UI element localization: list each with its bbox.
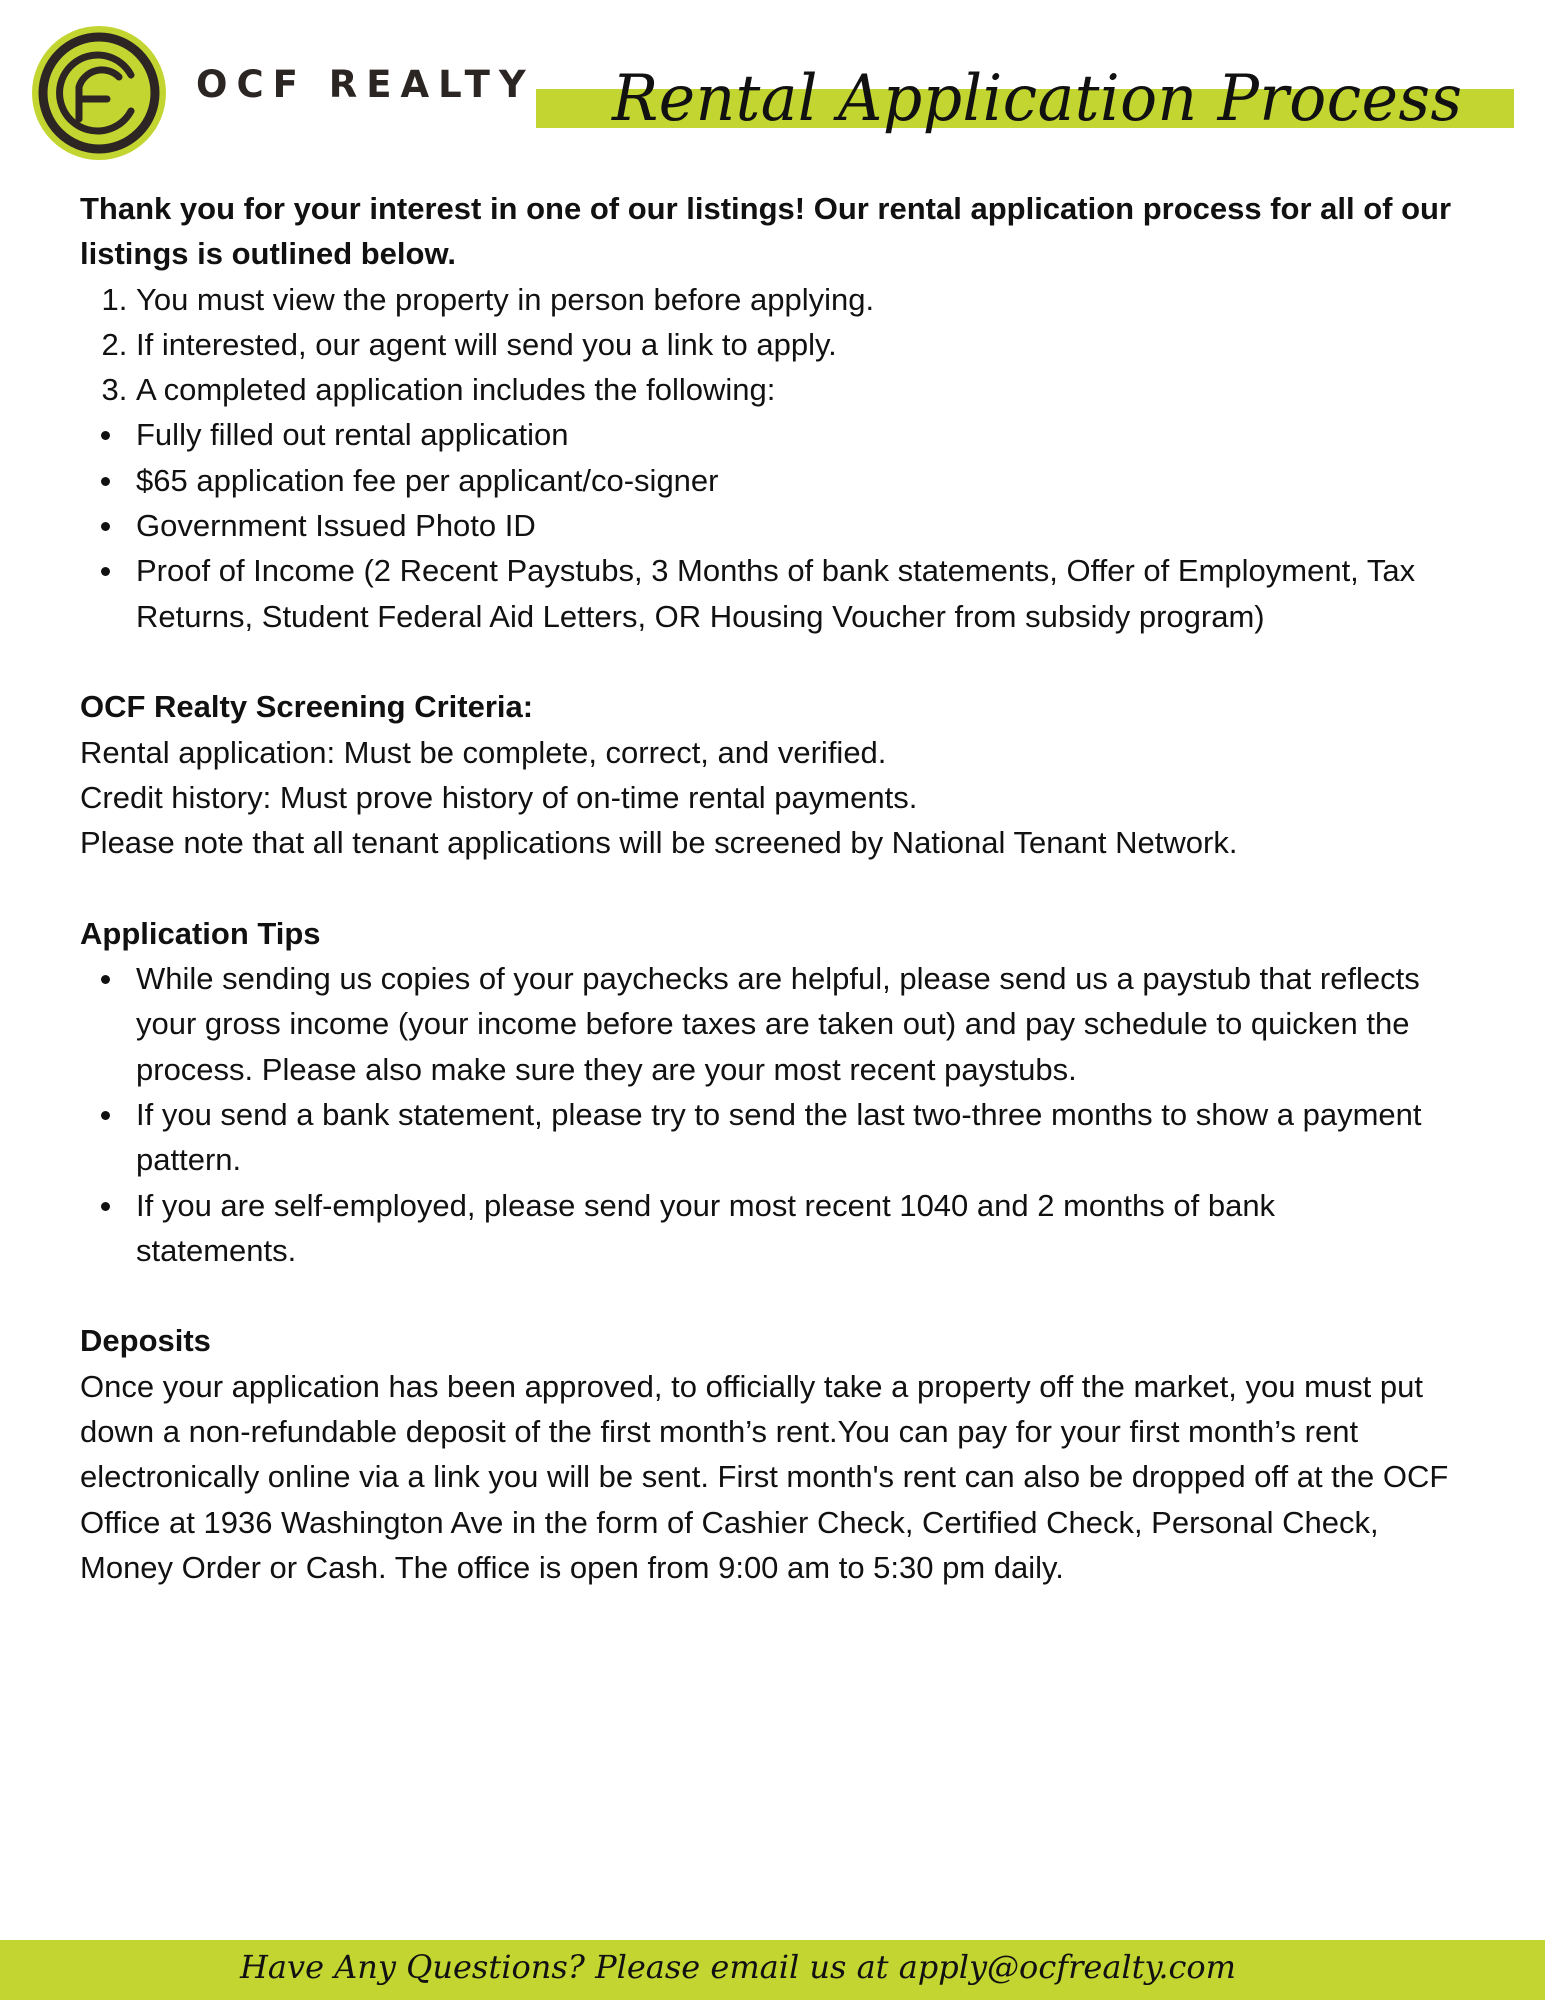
screening-line: Rental application: Must be complete, correct, and verified. (80, 734, 887, 770)
step-item: 3. A completed application includes the following: (136, 367, 1480, 412)
deposits-heading: Deposits (80, 1323, 211, 1359)
page-title: Rental Application Process (612, 62, 1463, 136)
intro-text: Thank you for your interest in one of our listings! Our rental application process for all of our listings is outlined below. (80, 191, 1452, 272)
requirement-item: $65 application fee per applicant/co-signer (136, 458, 1480, 503)
tips-list (80, 956, 1480, 1273)
tip-item: While sending us copies of your paychecks are helpful, please send us a paystub that reflects your gross income (your income before taxes are taken out) and pay schedule to quicken the process. Please also make sure they are your most recent paystubs. (136, 956, 1440, 1092)
footer-contact-text: Have Any Questions? Please email us at apply@ocfrealty.com (240, 1948, 1237, 1986)
step-item: 1. You must view the property in person before applying. (136, 277, 1480, 322)
tips-heading: Application Tips (80, 915, 321, 951)
ocf-logo (31, 25, 167, 161)
footer-bar (0, 1940, 1545, 2000)
deposits-text: Once your application has been approved, to officially take a property off the market, you must put down a non-refundable deposit of the first month’s rent.You can pay for your first month’s rent electronically online via a link you will be sent. First month's rent can also be dropped off at the OCF Office at 1936 Washington Ave in the form of Cashier Check, Certified Check, Personal Check, Money Order or Cash. The office is open from 9:00 am to 5:30 pm daily. (80, 1368, 1449, 1585)
tip-item: If you send a bank statement, please try to send the last two-three months to show a payment pattern. (136, 1092, 1440, 1183)
brand-name: OCF REALTY (196, 63, 535, 106)
tip-item: If you are self-employed, please send your most recent 1040 and 2 months of bank statements. (136, 1183, 1440, 1274)
ocf-circle-logo-icon (31, 25, 167, 161)
requirement-item: Fully filled out rental application (136, 412, 1480, 457)
requirement-item: Government Issued Photo ID (136, 503, 1480, 548)
screening-line: Credit history: Must prove history of on-time rental payments. (80, 779, 918, 815)
screening-line: Please note that all tenant applications will be screened by National Tenant Network. (80, 825, 1238, 861)
requirements-list (80, 412, 1480, 638)
step-item: 2. If interested, our agent will send you a link to apply. (136, 322, 1480, 367)
steps-list (80, 277, 1480, 413)
screening-heading: OCF Realty Screening Criteria: (80, 689, 534, 725)
requirement-item: Proof of Income (2 Recent Paystubs, 3 Months of bank statements, Offer of Employment, Tax Returns, Student Federal Aid Letters, OR Housing Voucher from subsidy program) (136, 548, 1480, 639)
document-body (80, 186, 1480, 1590)
